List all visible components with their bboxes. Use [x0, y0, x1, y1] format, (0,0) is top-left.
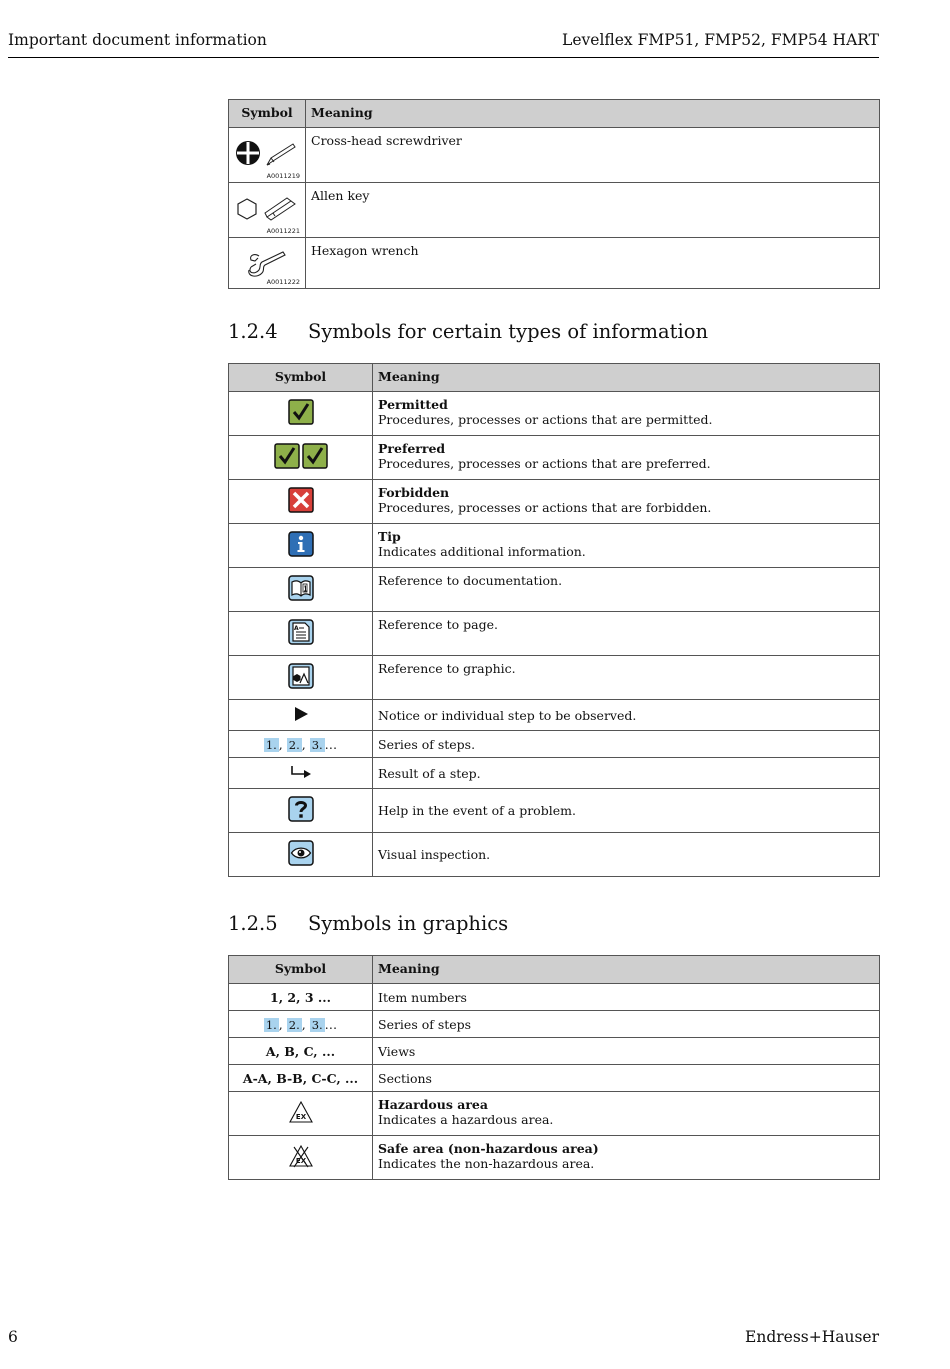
symbol-cell: A, B, C, ... — [229, 1038, 373, 1065]
svg-text:EX: EX — [295, 1113, 306, 1121]
symbol-cell — [229, 1092, 373, 1136]
meaning-cell: Reference to graphic. — [373, 656, 880, 700]
symbol-cell — [229, 436, 373, 480]
meaning-cell: Views — [373, 1038, 880, 1065]
table-row — [229, 183, 880, 238]
table-header-row — [229, 364, 880, 392]
symbol-cell — [229, 700, 373, 731]
graphic-code: A0011222 — [266, 278, 300, 286]
info-symbols-table — [228, 363, 880, 877]
meaning-cell: Series of steps. — [373, 731, 880, 758]
meaning-cell — [373, 524, 880, 568]
meaning-cell: Notice or individual step to be observed. — [373, 700, 880, 731]
meaning-title: Preferred — [378, 441, 446, 456]
svg-text:A: A — [293, 625, 299, 632]
table-header-row — [229, 956, 880, 984]
meaning-description: Indicates a hazardous area. — [378, 1112, 554, 1127]
meaning-description: Procedures, processes or actions that are permitted. — [378, 412, 713, 427]
table-row — [229, 436, 880, 480]
meaning-cell: Hexagon wrench — [306, 238, 880, 289]
symbol-cell — [229, 128, 306, 183]
meaning-cell: Visual inspection. — [373, 833, 880, 877]
table-row — [229, 1092, 880, 1136]
table-row — [229, 984, 880, 1011]
step-badge: 2. — [288, 737, 300, 752]
meaning-title: Permitted — [378, 397, 448, 412]
result-arrow-icon — [289, 765, 313, 779]
column-header-meaning: Meaning — [373, 956, 880, 984]
table-row — [229, 568, 880, 612]
forbidden-cross-icon — [288, 487, 314, 513]
meaning-cell: Series of steps — [373, 1011, 880, 1038]
column-header-symbol: Symbol — [229, 100, 306, 128]
table-header-row — [229, 100, 880, 128]
permitted-check-icon — [288, 399, 314, 425]
table-row — [229, 1136, 880, 1180]
graphic-reference-icon — [288, 663, 314, 689]
section-heading-1-2-4 — [228, 320, 708, 343]
help-question-icon — [288, 796, 314, 822]
symbol-cell: 1. , 2. , 3. … — [229, 1011, 373, 1038]
meaning-cell: Result of a step. — [373, 758, 880, 789]
wrench-icon — [229, 243, 305, 283]
column-header-meaning: Meaning — [306, 100, 880, 128]
table-row — [229, 128, 880, 183]
step-badge: 1. — [265, 1017, 277, 1032]
step-badge: 1. — [265, 737, 277, 752]
hazardous-area-icon — [288, 1100, 314, 1124]
brand-name: Endress+Hauser — [745, 1328, 879, 1346]
section-number: 1.2.4 — [228, 320, 278, 343]
meaning-description: Procedures, processes or actions that are preferred. — [378, 456, 711, 471]
symbol-cell — [229, 789, 373, 833]
symbol-cell: 1. , 2. , 3. … — [229, 731, 373, 758]
table-row — [229, 700, 880, 731]
symbol-cell — [229, 480, 373, 524]
header-document-title: Levelflex FMP51, FMP52, FMP54 HART — [562, 31, 879, 49]
screwdriver-icon — [229, 134, 305, 176]
preferred-double-check-icon — [274, 443, 328, 469]
step-badge: 2. — [288, 1017, 300, 1032]
table-row — [229, 612, 880, 656]
table-row — [229, 1038, 880, 1065]
column-header-symbol: Symbol — [229, 364, 373, 392]
section-number: 1.2.5 — [228, 912, 278, 935]
symbol-cell: A-A, B-B, C-C, ... — [229, 1065, 373, 1092]
svg-text:EX: EX — [295, 1157, 306, 1165]
meaning-cell: Item numbers — [373, 984, 880, 1011]
meaning-cell — [373, 480, 880, 524]
graphic-code: A0011221 — [266, 227, 300, 235]
page-number: 6 — [8, 1328, 18, 1346]
table-row — [229, 731, 880, 758]
allen-key-icon — [229, 189, 305, 231]
meaning-title: Forbidden — [378, 485, 450, 500]
table-row — [229, 392, 880, 436]
graphics-symbols-table — [228, 955, 880, 1180]
header-rule — [8, 57, 879, 58]
meaning-description: Indicates additional information. — [378, 544, 586, 559]
meaning-description: Procedures, processes or actions that are forbidden. — [378, 500, 712, 515]
symbol-cell — [229, 183, 306, 238]
table-row — [229, 656, 880, 700]
safe-area-icon — [288, 1144, 314, 1168]
tip-info-icon — [288, 531, 314, 557]
symbol-cell — [229, 833, 373, 877]
meaning-cell: Reference to page. — [373, 612, 880, 656]
graphic-code: A0011219 — [266, 172, 300, 180]
meaning-cell: Help in the event of a problem. — [373, 789, 880, 833]
meaning-cell — [373, 1092, 880, 1136]
table-row — [229, 1011, 880, 1038]
table-row — [229, 758, 880, 789]
table-row — [229, 789, 880, 833]
symbol-cell — [229, 524, 373, 568]
meaning-cell — [373, 436, 880, 480]
documentation-reference-icon — [288, 575, 314, 601]
table-row — [229, 1065, 880, 1092]
section-title: Symbols for certain types of information — [308, 320, 709, 343]
section-heading-1-2-5 — [228, 912, 508, 935]
meaning-cell: Cross-head screwdriver — [306, 128, 880, 183]
meaning-description: Indicates the non-hazardous area. — [378, 1156, 595, 1171]
column-header-symbol: Symbol — [229, 956, 373, 984]
table-row — [229, 833, 880, 877]
page-reference-icon — [288, 619, 314, 645]
step-badge: 3. — [311, 737, 323, 752]
symbol-cell: 1, 2, 3 ... — [229, 984, 373, 1011]
meaning-title: Safe area (non-hazardous area) — [378, 1141, 599, 1156]
symbol-cell — [229, 656, 373, 700]
symbol-cell — [229, 758, 373, 789]
symbol-cell — [229, 392, 373, 436]
play-triangle-icon — [293, 706, 309, 722]
meaning-title: Tip — [378, 529, 401, 544]
section-title: Symbols in graphics — [308, 912, 509, 935]
meaning-cell: Sections — [373, 1065, 880, 1092]
symbol-cell — [229, 612, 373, 656]
step-badge: 3. — [311, 1017, 323, 1032]
table-row — [229, 524, 880, 568]
symbol-cell — [229, 1136, 373, 1180]
meaning-cell: Reference to documentation. — [373, 568, 880, 612]
symbol-cell — [229, 238, 306, 289]
table-row — [229, 480, 880, 524]
meaning-title: Hazardous area — [378, 1097, 488, 1112]
visual-inspection-eye-icon — [288, 840, 314, 866]
meaning-cell — [373, 1136, 880, 1180]
table-row — [229, 238, 880, 289]
tools-table — [228, 99, 880, 289]
header-section-title: Important document information — [8, 31, 267, 49]
symbol-cell — [229, 568, 373, 612]
column-header-meaning: Meaning — [373, 364, 880, 392]
meaning-cell — [373, 392, 880, 436]
meaning-cell: Allen key — [306, 183, 880, 238]
